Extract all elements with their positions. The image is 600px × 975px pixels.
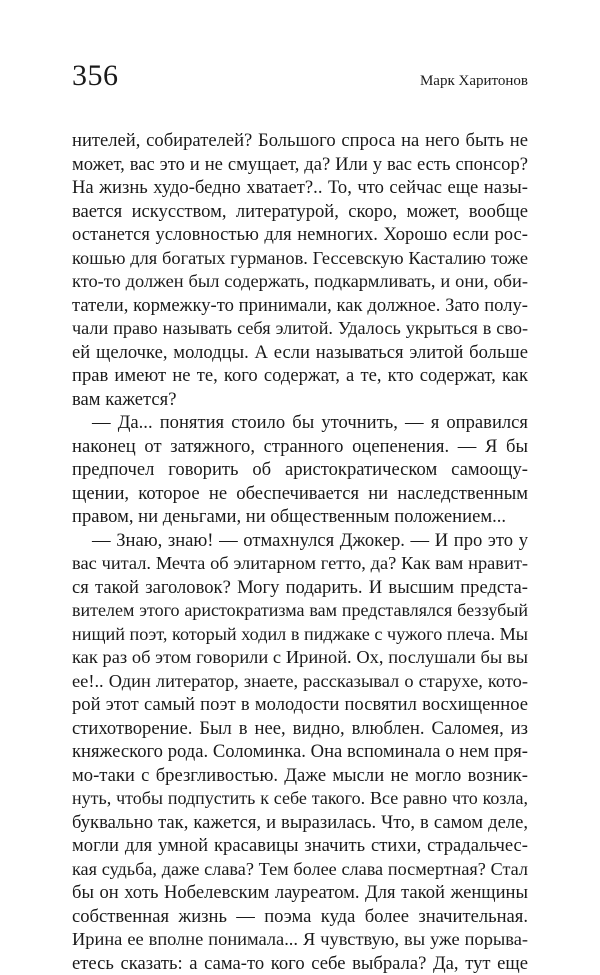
text-line: как раз об этом говорили с Ириной. Ох, послушали бы вы	[72, 646, 528, 670]
text-line: собственная жизнь — поэма куда более значительная.	[72, 905, 528, 929]
text-line: етесь сказать: а сама-то кого себе выбрала? Да, тут еще	[72, 952, 528, 975]
text-line: буквально так, кажется, и выразилась. Что, в самом деле,	[72, 811, 528, 835]
text-line: нуть, чтобы подпустить к себе такого. Все равно что козла,	[72, 787, 528, 811]
text-line: щении, которое не обеспечивается ни наследственным	[72, 482, 528, 506]
text-line: кая судьба, даже слава? Тем более слава посмертная? Стал	[72, 858, 528, 882]
running-head-author: Марк Харитонов	[420, 72, 528, 90]
text-line: ее!.. Один литератор, знаете, рассказывал о старухе, кото-	[72, 670, 528, 694]
text-line: княжеского рода. Соломинка. Она вспоминала о нем пря-	[72, 740, 528, 764]
text-line: правом, ни деньгами, ни общественным положением...	[72, 505, 528, 529]
text-line: предпочел говорить об аристократическом самоощу-	[72, 458, 528, 482]
text-line: останется условностью для немногих. Хорошо если рос-	[72, 223, 528, 247]
text-line: вается искусством, литературой, скоро, может, вообще	[72, 200, 528, 224]
body-text	[72, 129, 528, 975]
text-line: мо-таки с брезгливостью. Даже мысли не могло возник-	[72, 764, 528, 788]
text-line: чали право называть себя элитой. Удалось укрыться в сво-	[72, 317, 528, 341]
text-line: На жизнь худо-бедно хватает?.. То, что сейчас еще назы-	[72, 176, 528, 200]
text-line: вам кажется?	[72, 388, 528, 412]
text-line: бы он хоть Нобелевским лауреатом. Для такой женщины	[72, 881, 528, 905]
text-line: кто-то должен был содержать, подкармливать, и они, оби-	[72, 270, 528, 294]
text-line: нителей, собирателей? Большого спроса на него быть не	[72, 129, 528, 153]
text-line: Ирина ее вполне понимала... Я чувствую, вы уже порыва-	[72, 928, 528, 952]
text-line: может, вас это и не смущает, да? Или у вас есть спонсор?	[72, 153, 528, 177]
text-line: прав имеют не те, кого содержат, а те, кто содержат, как	[72, 364, 528, 388]
text-line: татели, кормежку-то принимали, как должное. Зато полу-	[72, 294, 528, 318]
text-line: могли для умной красавицы значить стихи, страдальчес-	[72, 834, 528, 858]
text-line: стихотворение. Был в нее, видно, влюблен. Саломея, из	[72, 717, 528, 741]
text-line: — Да... понятия стоило бы уточнить, — я оправился	[72, 411, 528, 435]
text-line: — Знаю, знаю! — отмахнулся Джокер. — И про это у	[72, 529, 528, 553]
text-line: вас читал. Мечта об элитарном гетто, да? Как вам нравит-	[72, 552, 528, 576]
text-line: нищий поэт, который ходил в пиджаке с чужого плеча. Мы	[72, 623, 528, 647]
page-number: 356	[72, 58, 119, 94]
text-line: наконец от затяжного, странного оцепенения. — Я бы	[72, 435, 528, 459]
text-line: ся такой заголовок? Могу подарить. И высшим предста-	[72, 576, 528, 600]
text-line: рой этот самый поэт в молодости посвятил восхищенное	[72, 693, 528, 717]
text-line: вителем этого аристократизма вам представлялся беззубый	[72, 599, 528, 623]
text-line: кошью для богатых гурманов. Гессевскую Касталию тоже	[72, 247, 528, 271]
text-line: ей щелочке, молодцы. А если называться элитой больше	[72, 341, 528, 365]
